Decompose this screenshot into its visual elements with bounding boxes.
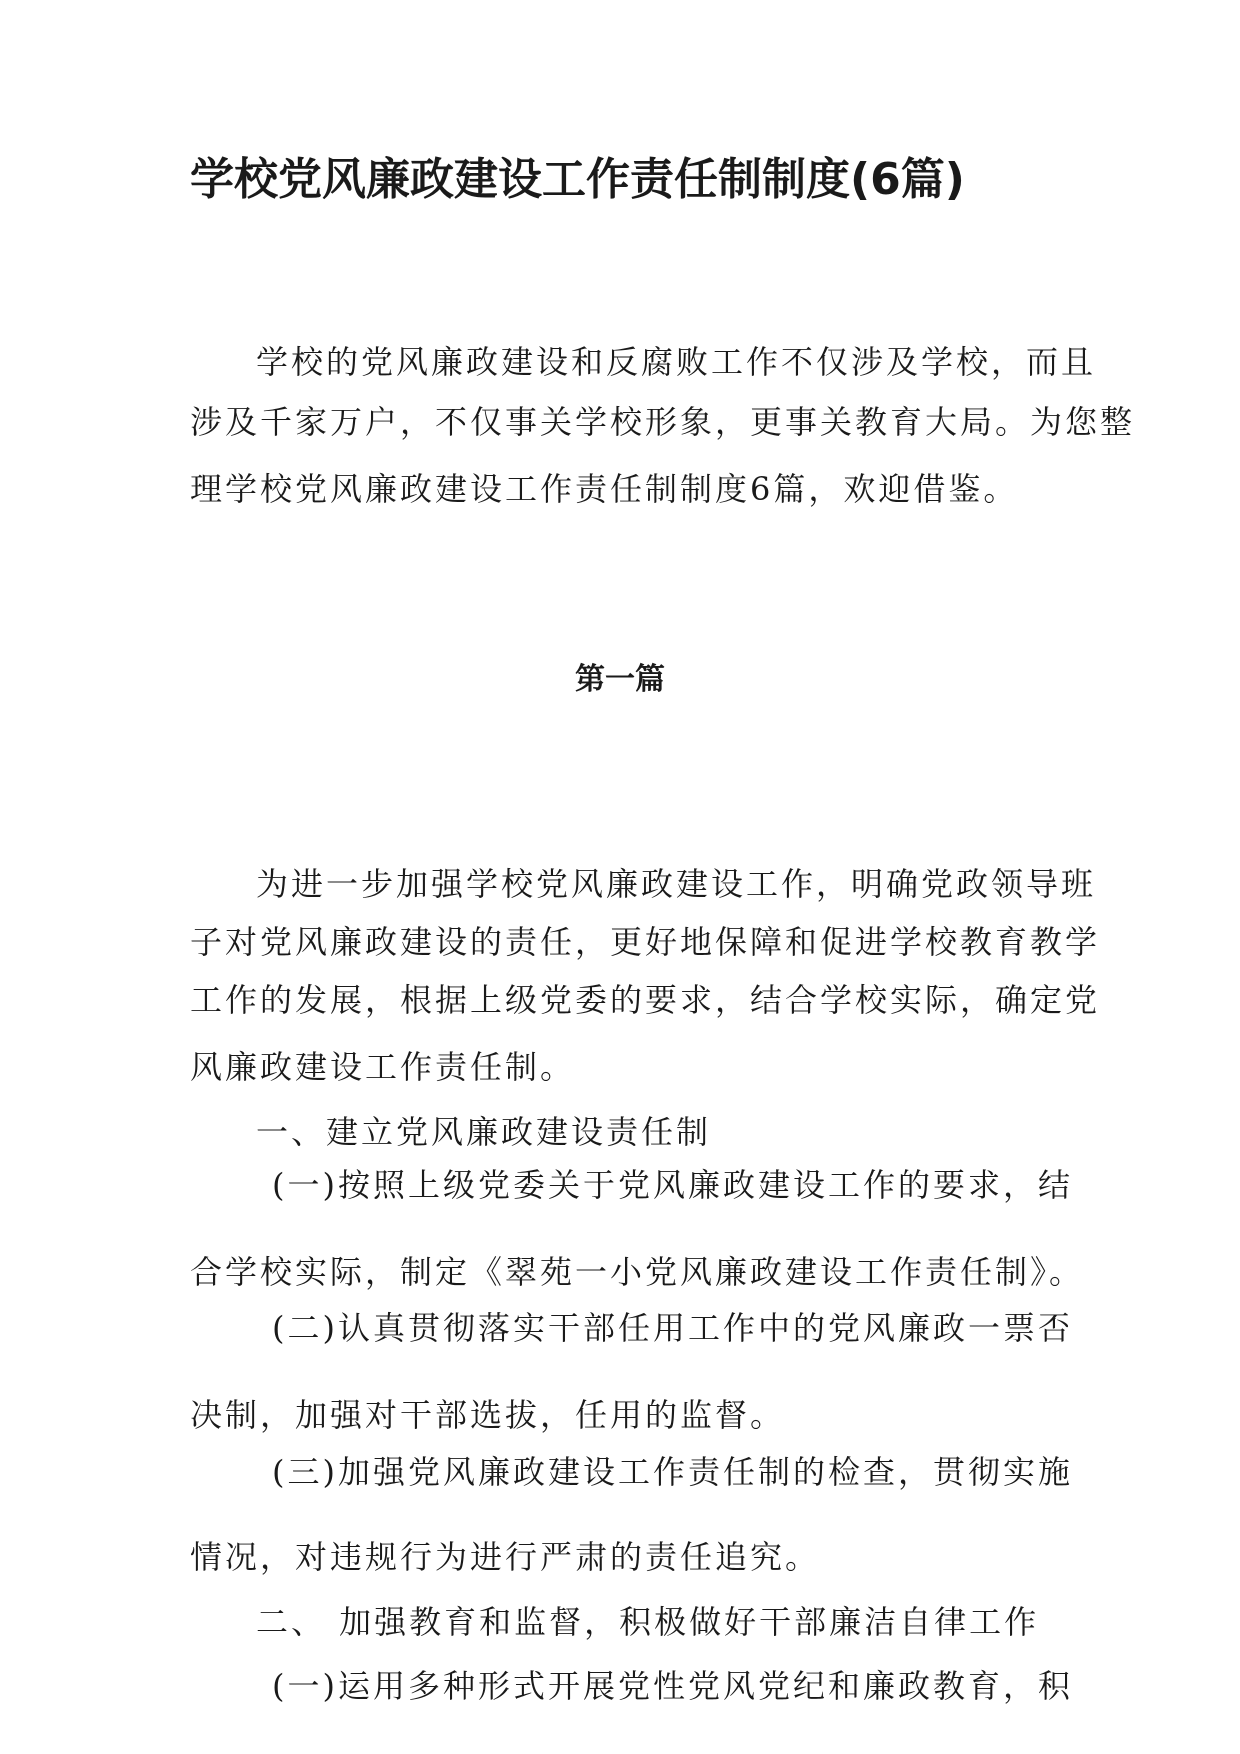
intro-line-3: 理学校党风廉政建设工作责任制制度6篇，欢迎借鉴。	[190, 470, 1019, 508]
sub-item-2-line-1: (二)认真贯彻落实干部任用工作中的党风廉政一票否	[272, 1309, 1073, 1347]
body-line-2: 子对党风廉政建设的责任，更好地保障和促进学校教育教学	[190, 923, 1101, 961]
sub-item-1-line-1: (一)按照上级党委关于党风廉政建设工作的要求，结	[272, 1166, 1073, 1204]
sub-item-1-line-2: 合学校实际，制定《翠苑一小党风廉政建设工作责任制》。	[190, 1253, 1085, 1291]
body-line-1: 为进一步加强学校党风廉政建设工作，明确党政领导班	[256, 865, 1097, 903]
sub-item-4-line-1: (一)运用多种形式开展党性党风党纪和廉政教育，积	[272, 1667, 1073, 1705]
intro-line-1: 学校的党风廉政建设和反腐败工作不仅涉及学校，而且	[256, 343, 1097, 381]
sub-item-3-line-2: 情况，对违规行为进行严肃的责任追究。	[190, 1538, 821, 1576]
body-line-3: 工作的发展，根据上级党委的要求，结合学校实际，确定党	[190, 981, 1101, 1019]
document-title: 学校党风廉政建设工作责任制制度(6篇)	[190, 154, 965, 205]
sub-item-2-line-2: 决制，加强对干部选拔，任用的监督。	[190, 1396, 786, 1434]
intro-line-2: 涉及千家万户，不仅事关学校形象，更事关教育大局。为您整	[190, 403, 1136, 441]
section-item-1: 一、建立党风廉政建设责任制	[256, 1113, 712, 1151]
section-heading: 第一篇	[575, 662, 665, 697]
section-item-2: 二、 加强教育和监督，积极做好干部廉洁自律工作	[256, 1603, 1040, 1641]
body-line-4: 风廉政建设工作责任制。	[190, 1048, 576, 1086]
sub-item-3-line-1: (三)加强党风廉政建设工作责任制的检查，贯彻实施	[272, 1453, 1073, 1491]
